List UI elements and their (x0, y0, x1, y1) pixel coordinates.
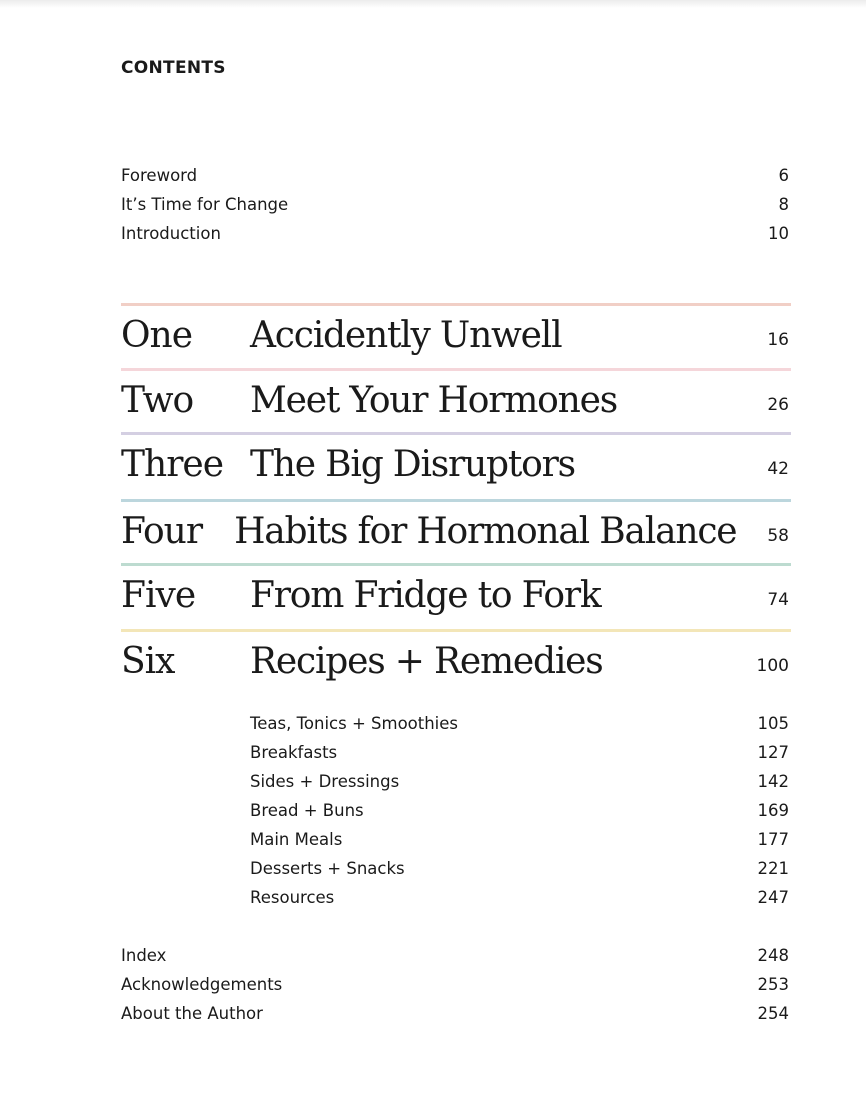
chapter-entry-six[interactable] (121, 629, 789, 693)
chapter-divider-rule (121, 563, 791, 566)
chapter-entry-four[interactable] (121, 499, 789, 563)
chapter-ordinal: Five (121, 574, 196, 616)
toc-entry-label: It’s Time for Change (121, 195, 289, 214)
chapter-ordinal: Two (121, 379, 194, 421)
toc-entry-about-the-author[interactable] (121, 999, 789, 1028)
toc-entry-foreword[interactable] (121, 161, 789, 190)
toc-entry-label: Foreword (121, 166, 198, 185)
chapter-ordinal: Six (121, 640, 175, 682)
toc-entry-acknowledgements[interactable] (121, 970, 789, 999)
chapter-ordinal: Three (121, 443, 224, 485)
toc-entry-label: Introduction (121, 224, 221, 243)
chapter-page: 74 (767, 590, 789, 610)
toc-entry-label: Index (121, 946, 167, 965)
toc-entry-introduction[interactable] (121, 219, 789, 248)
toc-subentry-label: Resources (250, 888, 335, 907)
toc-subentry-page: 169 (757, 801, 789, 820)
toc-subentry-page: 105 (757, 714, 789, 733)
chapter-page: 42 (767, 459, 789, 479)
toc-subentry-label: Desserts + Snacks (250, 859, 405, 878)
chapter-title: The Big Disruptors (250, 443, 575, 485)
chapter-divider-rule (121, 432, 791, 435)
chapter-entry-three[interactable] (121, 432, 789, 496)
chapter-ordinal: One (121, 314, 193, 356)
toc-subentry-page: 177 (757, 830, 789, 849)
contents-heading: CONTENTS (121, 58, 226, 78)
chapter-ordinal: Four (121, 510, 203, 552)
toc-subentry-breakfasts[interactable] (250, 738, 789, 767)
chapter-page: 58 (767, 526, 789, 546)
toc-subentry-label: Breakfasts (250, 743, 338, 762)
toc-entry-page: 248 (757, 946, 789, 965)
chapter-title: From Fridge to Fork (250, 574, 601, 616)
toc-entry-label: About the Author (121, 1004, 263, 1023)
chapter-title: Habits for Hormonal Balance (234, 510, 737, 552)
toc-subentry-label: Sides + Dressings (250, 772, 400, 791)
toc-entry-page: 253 (757, 975, 789, 994)
toc-entry-index[interactable] (121, 941, 789, 970)
toc-entry-page: 10 (768, 224, 789, 243)
chapter-title: Meet Your Hormones (250, 379, 617, 421)
toc-entry-its-time-for-change[interactable] (121, 190, 789, 219)
toc-subentry-label: Main Meals (250, 830, 343, 849)
chapter-entry-five[interactable] (121, 563, 789, 627)
chapter-entry-one[interactable] (121, 303, 789, 367)
toc-subentry-desserts-snacks[interactable] (250, 854, 789, 883)
toc-subentry-page: 127 (757, 743, 789, 762)
page-top-shadow (0, 0, 866, 8)
toc-subentry-sides-dressings[interactable] (250, 767, 789, 796)
toc-entry-page: 254 (757, 1004, 789, 1023)
toc-entry-page: 6 (778, 166, 789, 185)
toc-subentry-bread-buns[interactable] (250, 796, 789, 825)
chapter-page: 26 (767, 395, 789, 415)
chapter-divider-rule (121, 303, 791, 306)
toc-subentry-teas-tonics-smoothies[interactable] (250, 709, 789, 738)
chapter-title: Recipes + Remedies (250, 640, 603, 682)
chapter-page: 16 (767, 330, 789, 350)
toc-subentry-page: 221 (757, 859, 789, 878)
toc-entry-label: Acknowledgements (121, 975, 283, 994)
toc-subentry-page: 142 (757, 772, 789, 791)
toc-subentry-label: Bread + Buns (250, 801, 364, 820)
chapter-divider-rule (121, 629, 791, 632)
chapter-divider-rule (121, 368, 791, 371)
toc-subentry-label: Teas, Tonics + Smoothies (250, 714, 459, 733)
toc-subentry-resources[interactable] (250, 883, 789, 912)
toc-subentry-page: 247 (757, 888, 789, 907)
toc-subentry-main-meals[interactable] (250, 825, 789, 854)
chapter-title: Accidently Unwell (250, 314, 562, 356)
chapter-entry-two[interactable] (121, 368, 789, 432)
chapter-divider-rule (121, 499, 791, 502)
chapter-page: 100 (756, 656, 789, 676)
toc-entry-page: 8 (778, 195, 789, 214)
